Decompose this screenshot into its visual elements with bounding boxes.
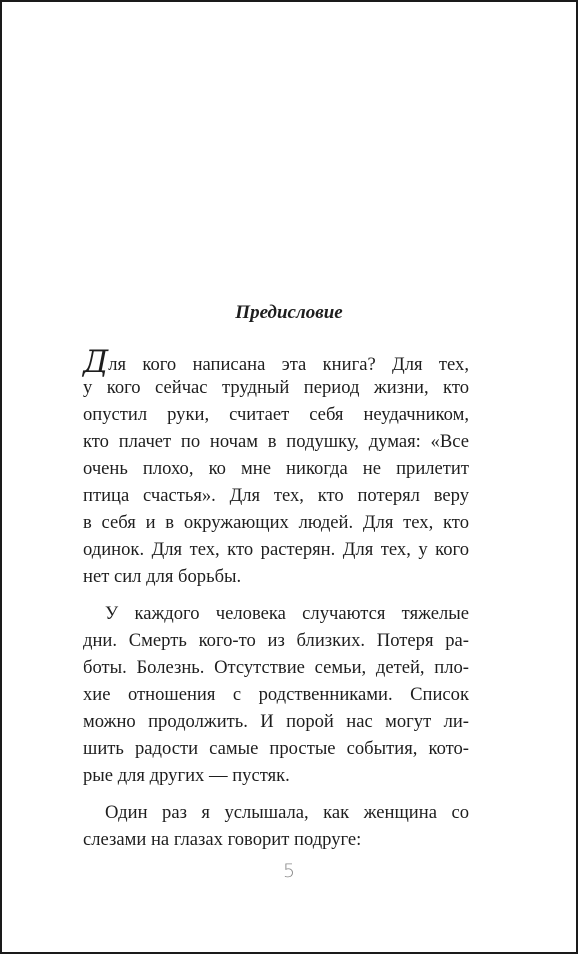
text-line: шить радости самые простые события, кото- xyxy=(83,738,469,759)
chapter-heading: Предисловие xyxy=(235,302,343,323)
text-line: в себя и в окружающих людей. Для тех, кто xyxy=(83,512,469,533)
text-line-content: ля кого написана эта книга? Для тех, xyxy=(108,354,469,375)
paragraph-2 xyxy=(83,600,469,789)
text-line: хие отношения с родственниками. Список xyxy=(83,684,469,705)
text-line: боты. Болезнь. Отсутствие семьи, детей, пло- xyxy=(83,657,469,678)
text-line: дни. Смерть кого-то из близких. Потеря ра- xyxy=(83,630,469,651)
text-line: нет сил для борьбы. xyxy=(83,566,242,587)
text-line: можно продолжить. И порой нас могут ли- xyxy=(83,711,469,732)
paragraph-3 xyxy=(83,799,469,853)
text-line xyxy=(83,344,469,380)
text-line: очень плохо, ко мне никогда не прилетит xyxy=(83,458,469,479)
text-line: У каждого человека случаются тяжелые xyxy=(105,603,469,624)
text-line: рые для других — пустяк. xyxy=(83,765,290,786)
paragraph-1 xyxy=(83,344,469,590)
text-line: одинок. Для тех, кто растерян. Для тех, у кого xyxy=(83,539,469,560)
text-line: опустил руки, считает себя неудачником, xyxy=(83,404,469,425)
body-text xyxy=(83,344,469,853)
page-number: 5 xyxy=(282,860,296,882)
text-line: слезами на глазах говорит подруге: xyxy=(83,829,362,850)
text-line: у кого сейчас трудный период жизни, кто xyxy=(83,377,469,398)
drop-cap: Д xyxy=(83,344,109,380)
text-line: кто плачет по ночам в подушку, думая: «Все xyxy=(83,431,469,452)
text-line: птица счастья». Для тех, кто потерял веру xyxy=(83,485,469,506)
text-line: Один раз я услышала, как женщина со xyxy=(105,802,469,823)
